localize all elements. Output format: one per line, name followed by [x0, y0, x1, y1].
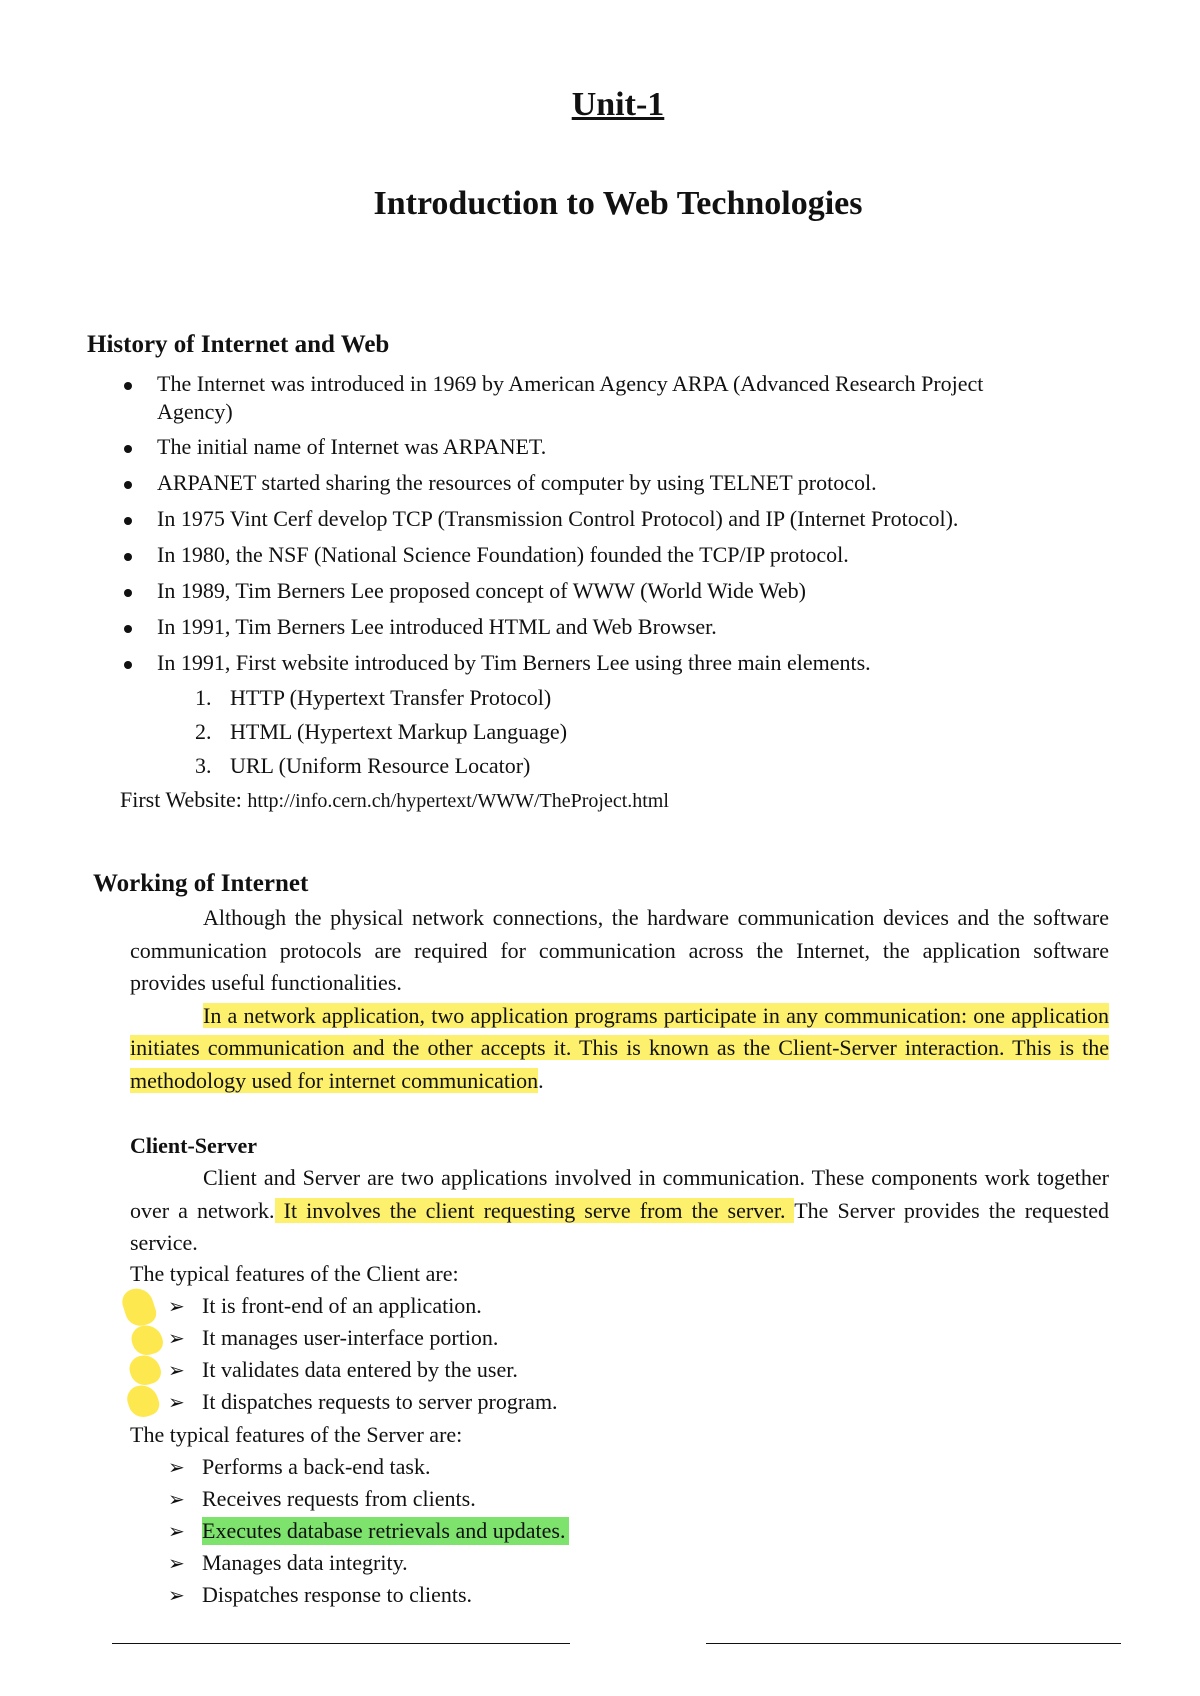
client-feature: It manages user-interface portion.: [202, 1325, 499, 1350]
first-website-url: http://info.cern.ch/hypertext/WWW/TheProject.html: [247, 790, 669, 812]
server-feature: Receives requests from clients.: [202, 1486, 476, 1511]
server-feature: Manages data integrity.: [202, 1550, 408, 1575]
bullet-icon: [124, 481, 132, 489]
element-item: HTTP (Hypertext Transfer Protocol): [230, 685, 552, 710]
server-feature: Dispatches response to clients.: [202, 1582, 473, 1607]
highlighted-text: It involves the client requesting serve from the server.: [274, 1197, 795, 1223]
working-paragraphs: [130, 902, 1109, 1097]
arrow-bullet-icon: ➢: [168, 1328, 185, 1350]
client-feature: It dispatches requests to server program.: [202, 1389, 558, 1414]
bullet-icon: [124, 382, 132, 390]
bullet-icon: [124, 625, 132, 633]
working-para-2: In a network application, two application programs participate in any communication: one application initiates communication and the other accepts it. This is known as the Client-Server interaction. This is the methodology used for internet communication.: [130, 1002, 1109, 1093]
working-para-1: Although the physical network connections, the hardware communication devices and the software communication protocols are required for communication across the Internet, the application software provides useful functionalities.: [130, 905, 1109, 995]
bullet-icon: [124, 661, 132, 669]
arrow-bullet-icon: ➢: [168, 1392, 185, 1414]
bullet-icon: [124, 445, 132, 453]
first-website-label: First Website:: [120, 787, 248, 812]
element-item: URL (Uniform Resource Locator): [230, 753, 531, 778]
marker-scribble: [124, 1381, 162, 1421]
element-number: 2.: [195, 719, 212, 744]
arrow-bullet-icon: ➢: [168, 1489, 185, 1511]
bullet-icon: [124, 589, 132, 597]
page-title: Introduction to Web Technologies: [373, 185, 863, 222]
client-feature: It is front-end of an application.: [202, 1293, 482, 1318]
client-server-heading: Client-Server: [130, 1133, 258, 1158]
history-item: In 1980, the NSF (National Science Foundation) founded the TCP/IP protocol.: [157, 542, 849, 567]
first-website-line: [120, 786, 669, 815]
history-item-cont: Agency): [157, 399, 233, 424]
element-number: 3.: [195, 753, 212, 778]
arrow-bullet-icon: ➢: [168, 1360, 185, 1382]
footer-rule-left: [112, 1643, 570, 1644]
footer-rule-right: [706, 1643, 1121, 1644]
history-heading: History of Internet and Web: [87, 331, 390, 358]
history-item: In 1991, First website introduced by Tim Berners Lee using three main elements.: [157, 650, 871, 675]
history-item: The initial name of Internet was ARPANET.: [157, 434, 547, 459]
highlighted-text: In a network application, two application programs participate in any communication: one application initiates communication and the other accepts it. This is known as the Client-Server interaction. This is the methodology used for internet communication: [130, 1002, 1109, 1093]
history-item: In 1989, Tim Berners Lee proposed concept of WWW (World Wide Web): [157, 578, 806, 603]
arrow-bullet-icon: ➢: [168, 1457, 185, 1479]
history-item: The Internet was introduced in 1969 by American Agency ARPA (Advanced Research Project: [157, 371, 984, 396]
server-features-intro: The typical features of the Server are:: [130, 1422, 463, 1447]
arrow-bullet-icon: ➢: [168, 1553, 185, 1575]
server-feature: Performs a back-end task.: [202, 1454, 431, 1479]
history-item: In 1991, Tim Berners Lee introduced HTML and Web Browser.: [157, 614, 717, 639]
client-feature: It validates data entered by the user.: [202, 1357, 518, 1382]
arrow-bullet-icon: ➢: [168, 1521, 185, 1543]
element-number: 1.: [195, 685, 212, 710]
client-features-intro: The typical features of the Client are:: [130, 1261, 459, 1286]
working-heading: Working of Internet: [93, 870, 309, 897]
history-item: ARPANET started sharing the resources of computer by using TELNET protocol.: [157, 470, 877, 495]
client-server-paragraph: Client and Server are two applications involved in communication. These components work together over a network. It involves the client requesting serve from the server. The Server provides the requested service.: [130, 1165, 1109, 1255]
arrow-bullet-icon: ➢: [168, 1296, 185, 1318]
bullet-icon: [124, 517, 132, 525]
marker-scribble: [119, 1284, 159, 1329]
marker-scribble: [128, 1321, 166, 1359]
server-feature-highlighted: Executes database retrievals and updates.: [202, 1517, 569, 1545]
marker-scribble: [126, 1351, 164, 1389]
history-item: In 1975 Vint Cerf develop TCP (Transmission Control Protocol) and IP (Internet Protocol).: [157, 506, 959, 531]
arrow-bullet-icon: ➢: [168, 1585, 185, 1607]
element-item: HTML (Hypertext Markup Language): [230, 719, 568, 744]
unit-heading: Unit-1: [571, 86, 665, 123]
bullet-icon: [124, 553, 132, 561]
